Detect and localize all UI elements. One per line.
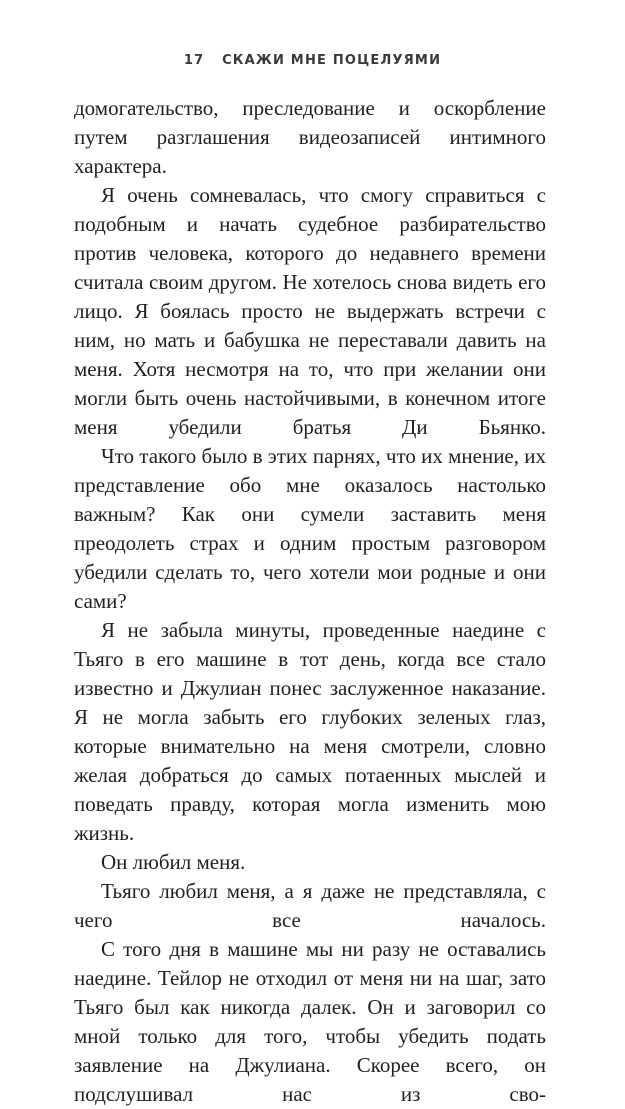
paragraph-continued: домогательство, преследование и оскорбление путем разглашения видеозаписей интимного характера. [74, 96, 546, 178]
paragraph: Я очень сомневалась, что смогу справиться с подобным и начать судебное разбирательство против человека, которого до недавнего времени считала своим другом. Не хотелось снова видеть его лицо. Я боялась просто не выдержать встречи с ним, но мать и бабушка не переставали давить на меня. Хотя несмотря на то, что при желании они могли быть очень настойчивыми, в конечном итоге меня убедили братья Ди Бьянко. [74, 183, 546, 439]
paragraph-last: С того дня в машине мы ни разу не оставались наедине. Тейлор не отходил от меня ни на шаг, зато Тьяго был как никогда далек. Он и заговорил со мной только для того, чтобы убедить подать заявление на Джулиана. Скорее всего, он подслушивал нас из сво- [74, 937, 546, 1106]
page-number: 17 [183, 53, 205, 68]
body-text [74, 94, 546, 1109]
running-head [0, 53, 625, 68]
paragraph: Тьяго любил меня, а я даже не представляла, с чего все началось. [74, 879, 546, 932]
paragraph: Я не забыла минуты, проведенные наедине с Тьяго в его машине в тот день, когда все стало известно и Джулиан понес заслуженное наказание. Я не могла забыть его глубоких зеленых глаз, которые внимательно на меня смотрели, словно желая добраться до самых потаенных мыслей и поведать правду, которая могла изменить мою жизнь. [74, 618, 546, 845]
paragraph: Что такого было в этих парнях, что их мнение, их представление обо мне оказалось настолько важным? Как они сумели заставить меня преодолеть страх и одним простым разговором убедили сделать то, чего хотели мои родные и они сами? [74, 444, 546, 613]
chapter-title: СКАЖИ МНЕ ПОЦЕЛУЯМИ [222, 53, 442, 68]
paragraph-short: Он любил меня. [101, 850, 246, 874]
